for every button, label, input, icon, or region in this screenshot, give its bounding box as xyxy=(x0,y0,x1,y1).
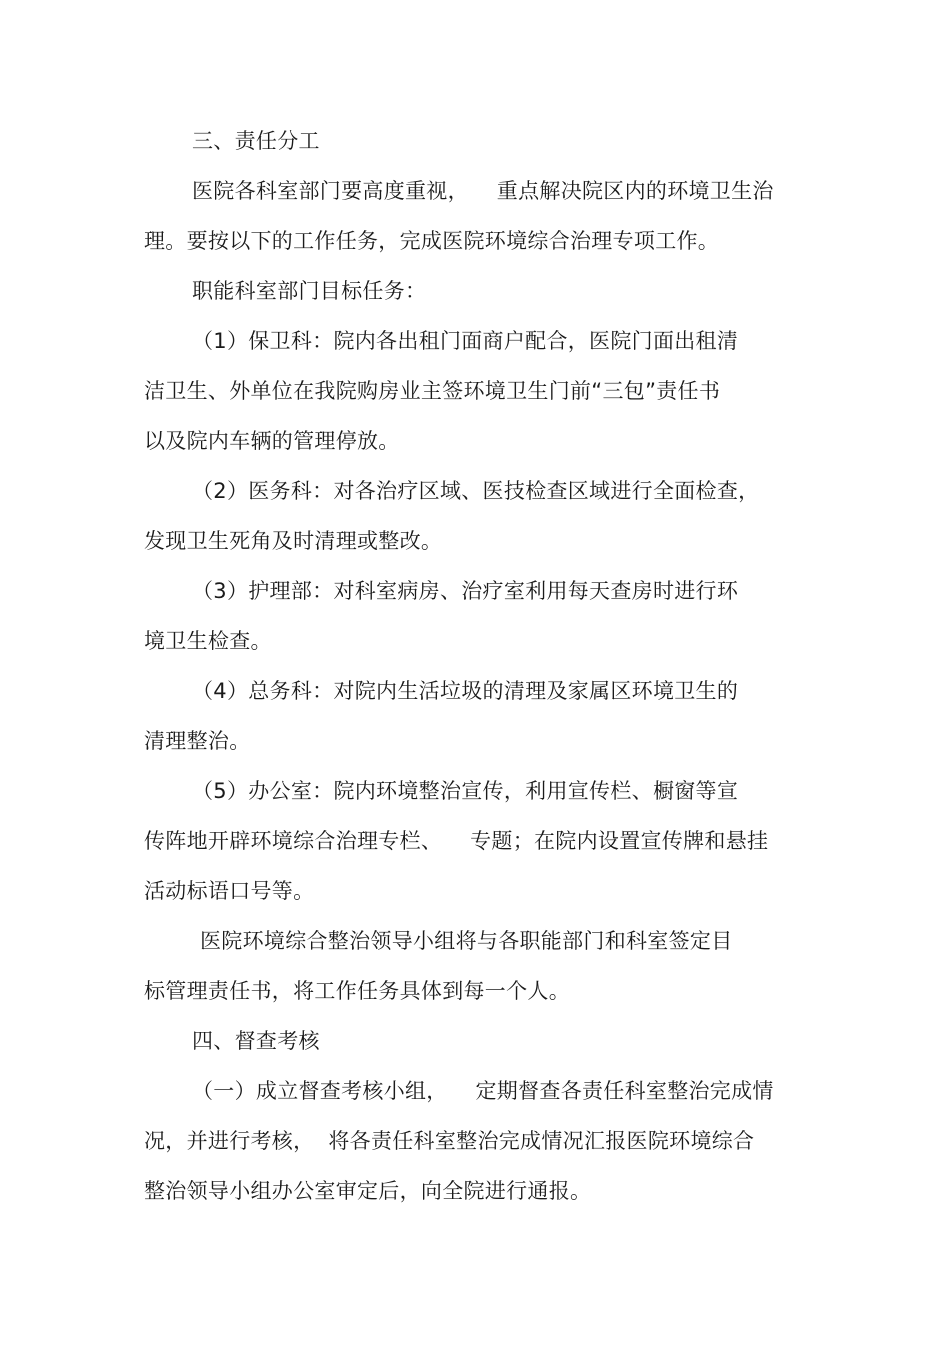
list-item-line: 活动标语口号等。 xyxy=(144,879,315,903)
paragraph-line: 理。要按以下的工作任务，完成医院环境综合治理专项工作。 xyxy=(144,229,720,253)
list-item-line: 洁卫生、外单位在我院购房业主签环境卫生门前“三包”责任书 xyxy=(144,379,721,403)
list-item-line: （3）护理部：对科室病房、治疗室利用每天查房时进行环 xyxy=(192,579,739,603)
list-item-line: 整治领导小组办公室审定后，向全院进行通报。 xyxy=(144,1179,592,1203)
paragraph-line: 职能科室部门目标任务： xyxy=(192,279,427,303)
paragraph-line: 标管理责任书，将工作任务具体到每一个人。 xyxy=(144,979,570,1003)
section-heading: 三、责任分工 xyxy=(192,129,320,153)
paragraph-line: 医院环境综合整治领导小组将与各职能部门和科室签定目 xyxy=(200,929,733,953)
section-heading: 四、督查考核 xyxy=(192,1029,320,1053)
list-item-line: 况，并进行考核， 将各责任科室整治完成情况汇报医院环境综合 xyxy=(144,1129,755,1153)
list-item-line: （4）总务科：对院内生活垃圾的清理及家属区环境卫生的 xyxy=(192,679,739,703)
list-item-line: 清理整治。 xyxy=(144,729,251,753)
list-item-line: （2）医务科：对各治疗区域、医技检查区域进行全面检查， xyxy=(192,479,760,503)
list-item-line: （一）成立督查考核小组， 定期督查各责任科室整治完成情 xyxy=(192,1079,774,1103)
paragraph-line: 医院各科室部门要高度重视， 重点解决院区内的环境卫生治 xyxy=(192,179,774,203)
list-item-line: 传阵地开辟环境综合治理专栏、 专题；在院内设置宣传牌和悬挂 xyxy=(144,829,769,853)
list-item-line: 发现卫生死角及时清理或整改。 xyxy=(144,529,443,553)
list-item-line: （5）办公室：院内环境整治宣传，利用宣传栏、橱窗等宣 xyxy=(192,779,739,803)
list-item-line: 境卫生检查。 xyxy=(144,629,272,653)
list-item-line: （1）保卫科：院内各出租门面商户配合，医院门面出租清 xyxy=(192,329,739,353)
list-item-line: 以及院内车辆的管理停放。 xyxy=(144,429,400,453)
